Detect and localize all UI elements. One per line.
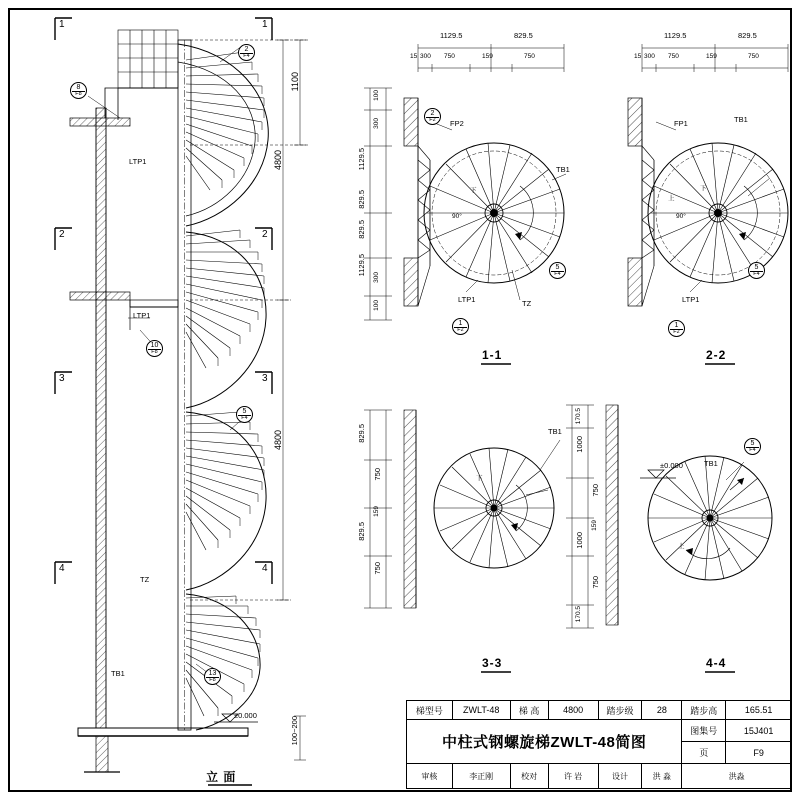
dim-100-200: 100~200 [290, 716, 299, 746]
label-ltp1-upper: LTP1 [129, 157, 147, 166]
bubble-sheet: F8 [72, 91, 85, 98]
bubble-number: 10 [150, 341, 159, 349]
s22-dim-829: 829.5 [738, 31, 757, 40]
spec-label-height: 梯 高 [510, 701, 548, 720]
label-level-zero: ±0.000 [234, 711, 257, 720]
s33-label-tb1: TB1 [548, 427, 562, 436]
s22-dim-15: 15 [634, 53, 642, 60]
s22-bubble-1[interactable] [668, 320, 685, 337]
s11-bubble-5[interactable] [549, 262, 566, 279]
section-mark-3-left: 3 [59, 373, 65, 384]
atlas-value: 15J401 [726, 720, 792, 742]
s44-dim-1000a: 1000 [575, 436, 584, 453]
section-mark-2-right: 2 [262, 229, 268, 240]
label-ltp1-lower: LTP1 [133, 311, 151, 320]
s22-label-fp1: FP1 [674, 119, 688, 128]
spec-value-riser: 165.51 [726, 701, 792, 720]
bubble-sheet: F4 [750, 271, 763, 278]
s22-label-tb1: TB1 [734, 115, 748, 124]
s11-left-829b: 829.5 [357, 220, 366, 239]
spec-label-type: 梯型号 [407, 701, 453, 720]
s11-dim-159: 159 [482, 53, 493, 60]
spec-label-steps: 踏步级 [598, 701, 642, 720]
bubble-number: 5 [754, 263, 759, 271]
s11-label-ltp1: LTP1 [458, 295, 476, 304]
s33-dim-750b: 750 [373, 562, 382, 575]
s11-left-100b: 100 [373, 300, 380, 311]
s22-label-angle: 90° [676, 213, 686, 220]
title-block [406, 700, 792, 789]
spec-value-height: 4800 [548, 701, 598, 720]
s22-label-ltp1: LTP1 [682, 295, 700, 304]
s11-dim-750a: 750 [444, 53, 455, 60]
s11-label-tb1: TB1 [556, 165, 570, 174]
bubble-sheet: F4 [551, 271, 564, 278]
s44-bubble-5[interactable] [744, 438, 761, 455]
approve-name-review: 李正刚 [452, 764, 510, 789]
s22-label-up: 上 [668, 195, 675, 202]
atlas-label: 图集号 [682, 720, 726, 742]
section-mark-1-right: 1 [262, 19, 268, 30]
spec-value-steps: 28 [642, 701, 682, 720]
s44-dim-170b: 170.5 [575, 606, 582, 623]
bubble-number: 2 [244, 45, 249, 53]
spec-label-riser: 踏步高 [682, 701, 726, 720]
s44-label-up: 上 [678, 543, 685, 550]
bubble-sheet: F8 [148, 349, 161, 356]
label-tz: TZ [140, 575, 150, 584]
s22-bubble-5[interactable] [748, 262, 765, 279]
s11-dim-829: 829.5 [514, 31, 533, 40]
s11-label-angle: 90° [452, 213, 462, 220]
s33-dim-829a: 829.5 [357, 424, 366, 443]
bubble-sheet: F2 [670, 329, 683, 336]
title-block-approval-row [407, 764, 792, 789]
section-title-2-2: 2-2 [706, 348, 727, 362]
label-tb1: TB1 [111, 669, 125, 678]
s11-left-300b: 300 [373, 272, 380, 283]
s22-dim-300: 300 [644, 53, 655, 60]
bubble-number: 5 [555, 263, 560, 271]
s11-bubble-2[interactable] [424, 108, 441, 125]
elevation-title: 立 面 [206, 770, 237, 784]
bubble-number: 1 [674, 321, 679, 329]
s44-dim-1000b: 1000 [575, 532, 584, 549]
s22-dim-159: 159 [706, 53, 717, 60]
s22-dim-1129: 1129.5 [664, 31, 687, 40]
s44-label-tb1: TB1 [704, 459, 718, 468]
section-mark-3-right: 3 [262, 373, 268, 384]
s11-dim-750b: 750 [524, 53, 535, 60]
s44-dim-159: 159 [591, 520, 598, 531]
section-mark-2-left: 2 [59, 229, 65, 240]
s11-dim-1129: 1129.5 [440, 31, 463, 40]
bubble-number: 1 [458, 319, 463, 327]
detail-bubble-8[interactable] [70, 82, 87, 99]
section-mark-4-right: 4 [262, 563, 268, 574]
title-block-spec-row [407, 701, 792, 720]
drawing-main-title: 中柱式钢螺旋梯ZWLT-48简图 [407, 720, 682, 764]
s33-dim-750a: 750 [373, 468, 382, 481]
s22-dim-750b: 750 [748, 53, 759, 60]
approve-label-check: 校对 [510, 764, 548, 789]
s33-dim-829b: 829.5 [357, 522, 366, 541]
bubble-sheet: F4 [746, 447, 759, 454]
page-value: F9 [726, 742, 792, 764]
dim-4800-upper: 4800 [273, 150, 283, 171]
bubble-number: 2 [430, 109, 435, 117]
section-title-4-4: 4-4 [706, 656, 727, 670]
approve-name-design: 洪 淼 [642, 764, 682, 789]
s11-label-down: 下 [470, 187, 477, 194]
detail-bubble-2[interactable] [238, 44, 255, 61]
bubble-number: 5 [242, 407, 247, 415]
dim-1100: 1100 [290, 72, 300, 92]
s11-left-1129a: 1129.5 [357, 148, 366, 171]
s11-left-100a: 100 [373, 90, 380, 101]
s11-left-300a: 300 [373, 118, 380, 129]
bubble-sheet: F4 [238, 415, 251, 422]
detail-bubble-5-elev[interactable] [236, 406, 253, 423]
s22-dim-750a: 750 [668, 53, 679, 60]
s44-dim-750a: 750 [591, 484, 600, 497]
bubble-number: 13 [208, 669, 217, 677]
bubble-sheet: F8 [206, 677, 219, 684]
s11-left-829a: 829.5 [357, 190, 366, 209]
section-mark-4-left: 4 [59, 563, 65, 574]
section-mark-1-left: 1 [59, 19, 65, 30]
approve-signature: 洪淼 [682, 764, 792, 789]
bubble-sheet: F4 [240, 53, 253, 60]
bubble-number: 8 [76, 83, 81, 91]
section-title-3-3: 3-3 [482, 656, 503, 670]
s11-dim-15: 15 [410, 53, 418, 60]
title-block-main-row [407, 720, 792, 742]
approve-label-design: 设计 [598, 764, 642, 789]
s22-label-down: 下 [700, 185, 707, 192]
spec-value-type: ZWLT-48 [452, 701, 510, 720]
bubble-sheet: F2 [426, 117, 439, 124]
detail-bubble-13[interactable] [204, 668, 221, 685]
s44-label-level: ±0.000 [660, 461, 683, 470]
s44-dim-750b: 750 [591, 576, 600, 589]
section-title-1-1: 1-1 [482, 348, 503, 362]
detail-bubble-10[interactable] [146, 340, 163, 357]
approve-label-review: 审核 [407, 764, 453, 789]
bubble-sheet: F2 [454, 327, 467, 334]
approve-name-check: 许 岩 [548, 764, 598, 789]
s33-dim-159: 159 [373, 506, 380, 517]
s11-left-1129b: 1129.5 [357, 254, 366, 277]
s11-label-tz: TZ [522, 299, 532, 308]
page-label: 页 [682, 742, 726, 764]
s11-bubble-1[interactable] [452, 318, 469, 335]
s11-label-fp2: FP2 [450, 119, 464, 128]
s44-dim-170a: 170.5 [575, 408, 582, 425]
s33-label-down: 下 [476, 475, 483, 482]
dim-4800-lower: 4800 [273, 430, 283, 451]
s11-dim-300: 300 [420, 53, 431, 60]
bubble-number: 5 [750, 439, 755, 447]
